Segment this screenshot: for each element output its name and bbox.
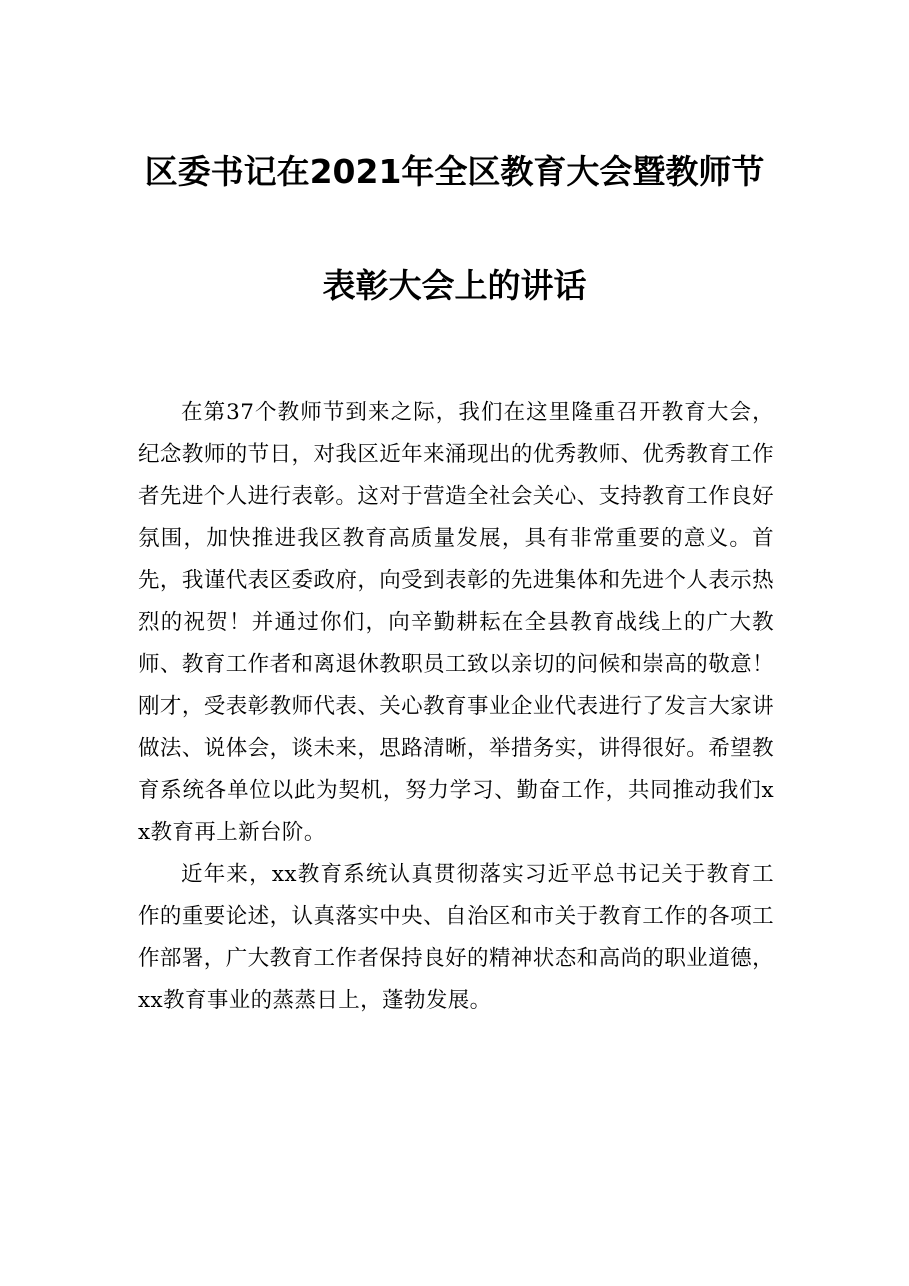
body-paragraph-2: 近年来，xx教育系统认真贯彻落实习近平总书记关于教育工作的重要论述，认真落实中央、自治区和市关于教育工作的各项工作部署，广大教育工作者保持良好的精神状态和高尚的职业道德，xx教育事业的蒸蒸日上，蓬勃发展。 (138, 862, 774, 1013)
body-paragraph-1: 在第37个教师节到来之际，我们在这里隆重召开教育大会，纪念教师的节日，对我区近年来涌现出的优秀教师、优秀教育工作者先进个人进行表彰。这对于营造全社会关心、支持教育工作良好氛围，加快推进我区教育高质量发展，具有非常重要的意义。首先，我谨代表区委政府，向受到表彰的先进集体和先进个人表示热烈的祝贺！并通过你们，向辛勤耕耘在全县教育战线上的广大教师、教育工作者和离退休教职员工致以亲切的问候和崇高的敬意！刚才，受表彰教师代表、关心教育事业企业代表进行了发言大家讲做法、说体会，谈未来，思路清晰，举措务实，讲得很好。希望教育系统各单位以此为契机，努力学习、勤奋工作，共同推动我们xx教育再上新台阶。 (138, 400, 774, 845)
document-body (138, 392, 774, 1022)
document-title-line-1: 区委书记在2021年全区教育大会暨教师节 (144, 152, 765, 191)
document-title-line-2: 表彰大会上的讲话 (322, 266, 587, 305)
